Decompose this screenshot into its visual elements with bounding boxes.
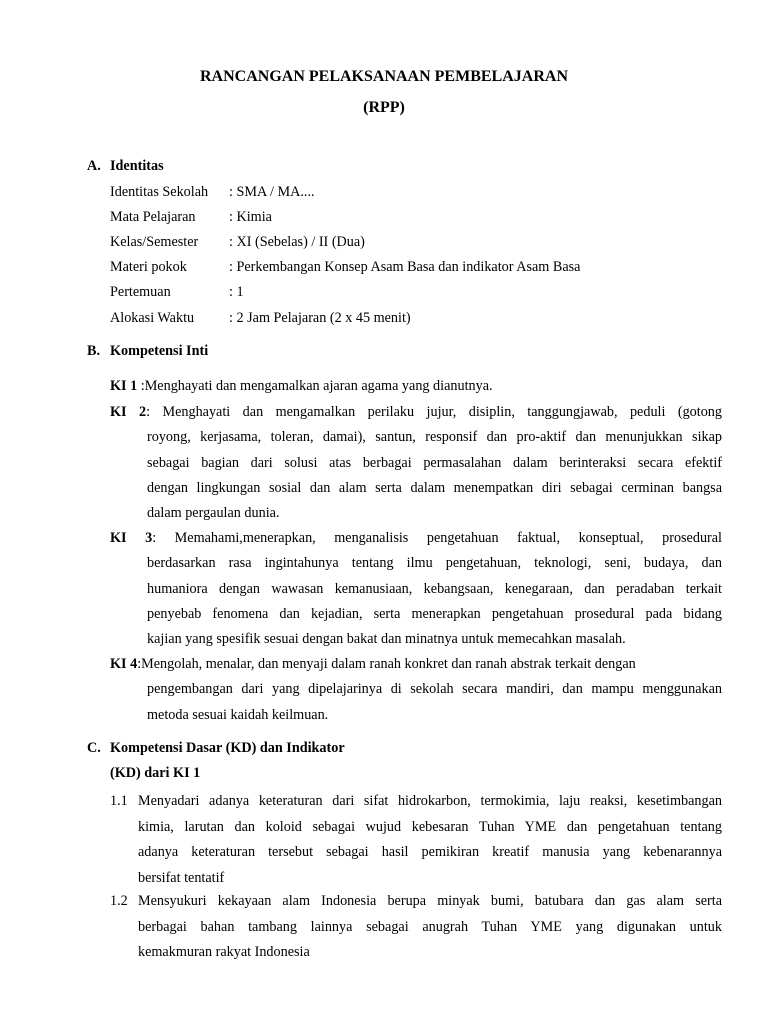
ki-text-line: berdasarkan rasa ingintahunya tentang ilmu pengetahuan, teknologi, seni, budaya, dan [147,555,722,572]
ki-2-item [110,400,722,526]
identitas-value: : XI (Sebelas) / II (Dua) [229,234,365,250]
identitas-label: Pertemuan [110,284,171,300]
kd-text-line: berbagai bahan tambang lainnya sebagai anugrah Tuhan YME yang digunakan untuk [138,918,722,935]
kd-text-line: bersifat tentatif [138,869,225,886]
ki-label: KI 3 [110,530,153,546]
section-b-letter: B. [87,343,101,359]
kd-1-2-item [110,889,722,966]
ki-text-line: humaniora dengan wawasan kemanusiaan, kebangsaan, kenegaraan, dan peradaban terkait [147,580,722,597]
ki-text-line: pengembangan dari yang dipelajarinya di sekolah secara mandiri, dan mampu menggunakan [147,681,722,698]
kd-text-line: kemakmuran rakyat Indonesia [138,944,310,961]
section-a-heading [87,158,164,175]
section-c-heading [87,740,345,757]
ki-label: KI 4 [110,656,138,672]
identitas-label: Mata Pelajaran [110,209,196,225]
identitas-value: : 2 Jam Pelajaran (2 x 45 menit) [229,310,411,326]
identitas-value: : 1 [229,284,244,300]
kd-text-line: Mensyukuri kekayaan alam Indonesia berupa minyak bumi, batubara dan gas alam serta [138,893,722,909]
section-b-heading [87,343,208,360]
document-subtitle: (RPP) [363,99,405,116]
ki-3-item [110,526,722,652]
ki-text-line: :Menghayati dan mengamalkan ajaran agama yang dianutnya. [140,378,493,394]
ki-text-line: : Memahami,menerapkan, menganalisis pengetahuan faktual, konseptual, prosedural [152,530,723,546]
ki-text-line: penyebab fenomena dan kejadian, serta menerapkan pengetahuan prosedural pada bidang [147,605,722,622]
kd-number: 1.1 [110,793,128,809]
identitas-label: Alokasi Waktu [110,310,195,326]
ki-text-line: kajian yang spesifik sesuai dengan bakat dan minatnya untuk memecahkan masalah. [147,631,626,648]
identitas-label: Identitas Sekolah [110,184,209,200]
ki-text-line: : Menghayati dan mengamalkan perilaku jujur, disiplin, tanggungjawab, peduli (gotong [146,404,722,420]
section-a-title: Identitas [110,158,164,174]
ki-label: KI 1 [110,378,138,394]
ki-text-line: royong, kerjasama, toleran, damai), santun, responsif dan pro-aktif dan menunjukkan sikap [147,429,722,446]
section-c-title: Kompetensi Dasar (KD) dan Indikator [110,740,345,756]
ki-text-line: dalam pergaulan dunia. [147,505,280,522]
document-title: RANCANGAN PELAKSANAAN PEMBELAJARAN [199,68,568,85]
ki-text-line: sebagai bagian dari solusi atas berbagai permasalahan dalam berinteraksi secara efektif [147,454,722,471]
kd-subheading: (KD) dari KI 1 [110,765,201,781]
identitas-value: : SMA / MA.... [229,184,315,200]
ki-text-line: dengan lingkungan sosial dan alam serta dalam menempatkan diri sebagai cerminan bangsa [147,479,722,496]
identitas-value: : Perkembangan Konsep Asam Basa dan indikator Asam Basa [229,259,581,275]
kd-text-line: Menyadari adanya keteraturan dari sifat hidrokarbon, termokimia, laju reaksi, kesetimbangan [138,793,722,809]
kd-text-line: kimia, larutan dan koloid sebagai wujud kebesaran Tuhan YME dan pengetahuan tentang [138,818,722,835]
kd-1-1-item [110,789,722,891]
ki-1-item [110,374,722,399]
identitas-value: : Kimia [229,209,272,225]
section-c-letter: C. [87,740,101,756]
ki-text-line: :Mengolah, menalar, dan menyaji dalam ranah konkret dan ranah abstrak terkait dengan [137,656,636,672]
ki-label: KI 2 [110,404,147,420]
identitas-label: Kelas/Semester [110,234,199,250]
kd-number: 1.2 [110,893,128,909]
ki-text-line: metoda sesuai kaidah keilmuan. [147,706,329,723]
kd-text-line: adanya keteraturan tersebut sebagai hasil pemikiran kreatif manusia yang kebenarannya [138,844,722,861]
ki-4-item [110,652,722,728]
section-a-letter: A. [87,158,101,174]
section-b-title: Kompetensi Inti [110,343,209,359]
identitas-label: Materi pokok [110,259,187,275]
